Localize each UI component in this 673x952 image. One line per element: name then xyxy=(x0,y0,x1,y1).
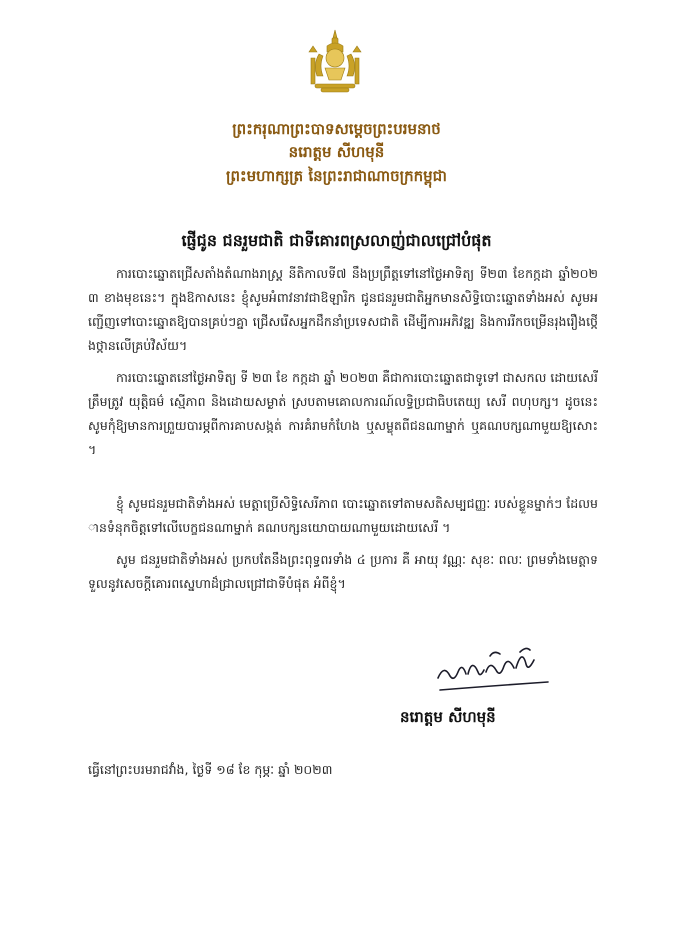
header-royal-title: ព្រះករុណាព្រះបាទសម្តេចព្រះបរមនាថ xyxy=(232,120,441,138)
signer-name: នរោត្តម សីហមុនី xyxy=(400,708,496,726)
paragraph-3: ខ្ញុំ សូមជនរួមជាតិទាំងអស់ មេត្តាប្រើសិទ្ធិសេរីភាព បោះឆ្នោតទៅតាមសតិសម្បជញ្ញៈ របស់ខ្លួនម្នាក់ៗ ដែលមានទំនុកចិត្តទៅលើបេក្ខជនណាម្នាក់ គណបក្សនយោបាយណាមួយដោយសេរី ។ xyxy=(88,496,598,535)
handwritten-signature xyxy=(430,642,560,702)
letter-title: ផ្ញើជូន ជនរួមជាតិ ជាទីគោរពស្រលាញ់ជាលជ្រៅបំផុត xyxy=(181,231,492,250)
paragraph-1: ការបោះឆ្នោតជ្រើសតាំងតំណាងរាស្ត្រ នីតិកាលទី៧ នឹងប្រព្រឹត្តទៅនៅថ្ងៃអាទិត្យ ទី២៣ ខែកក្កដា ឆ្នាំ២០២៣ ខាងមុខនេះ។ ក្នុងឱកាសនេះ ខ្ញុំសូមអំពាវនាវជាឱឡារិក ជូនជនរួមជាតិអ្នកមានសិទ្ធិបោះឆ្នោតទាំងអស់ សូមអញ្ជើញទៅបោះឆ្នោតឱ្យបានគ្រប់ៗគ្នា ជ្រើសរើសអ្នកដឹកនាំប្រទេសជាតិ ដើម្បីការអភិវឌ្ឍ និងការរីកចម្រើនរុងរឿងថ្កើងថ្កានលើគ្រប់វិស័យ។ xyxy=(88,266,598,353)
header-king-name: នរោត្តម សីហមុនី xyxy=(288,143,385,161)
royal-arms-emblem-icon xyxy=(305,28,365,94)
paragraph-2: ការបោះឆ្នោតនៅថ្ងៃអាទិត្យ ទី ២៣ ខែ កក្កដា ឆ្នាំ ២០២៣ គឺជាការបោះឆ្នោតជាទូទៅ ជាសកល ដោយសេរី ត្រឹមត្រូវ យុត្តិធម៌ ស្មើភាព និងដោយសម្ងាត់ ស្របតាមគោលការណ៍លទ្ធិប្រជាធិបតេយ្យ សេរី ពហុបក្ស។ ដូចនេះ សូមកុំឱ្យមានការព្រួយបារម្ភពីការគាបសង្កត់ ការគំរាមកំហែង ឬសម្លុតពីជនណាម្នាក់ ឬគណបក្សណាមួយឱ្យសោះ។ xyxy=(88,370,598,457)
date-place-line: ធ្វើនៅព្រះបរមរាជវាំង, ថ្ងៃទី ១៨ ខែ កុម្ភៈ ឆ្នាំ ២០២៣ xyxy=(88,762,333,777)
header-kingdom: ព្រះមហាក្សត្រ នៃព្រះរាជាណាចក្រកម្ពុជា xyxy=(226,167,447,185)
paragraph-4: សូម ជនរួមជាតិទាំងអស់ ប្រកបតែនឹងព្រះពុទ្ធពរទាំង ៤ ប្រការ គឺ អាយុ វណ្ណៈ សុខៈ ពលៈ ព្រមទាំងមេត្តាទទួលនូវសេចក្តីគោរពស្នេហាដ៏ជ្រាលជ្រៅជាទីបំផុត អំពីខ្ញុំ។ xyxy=(88,552,598,591)
